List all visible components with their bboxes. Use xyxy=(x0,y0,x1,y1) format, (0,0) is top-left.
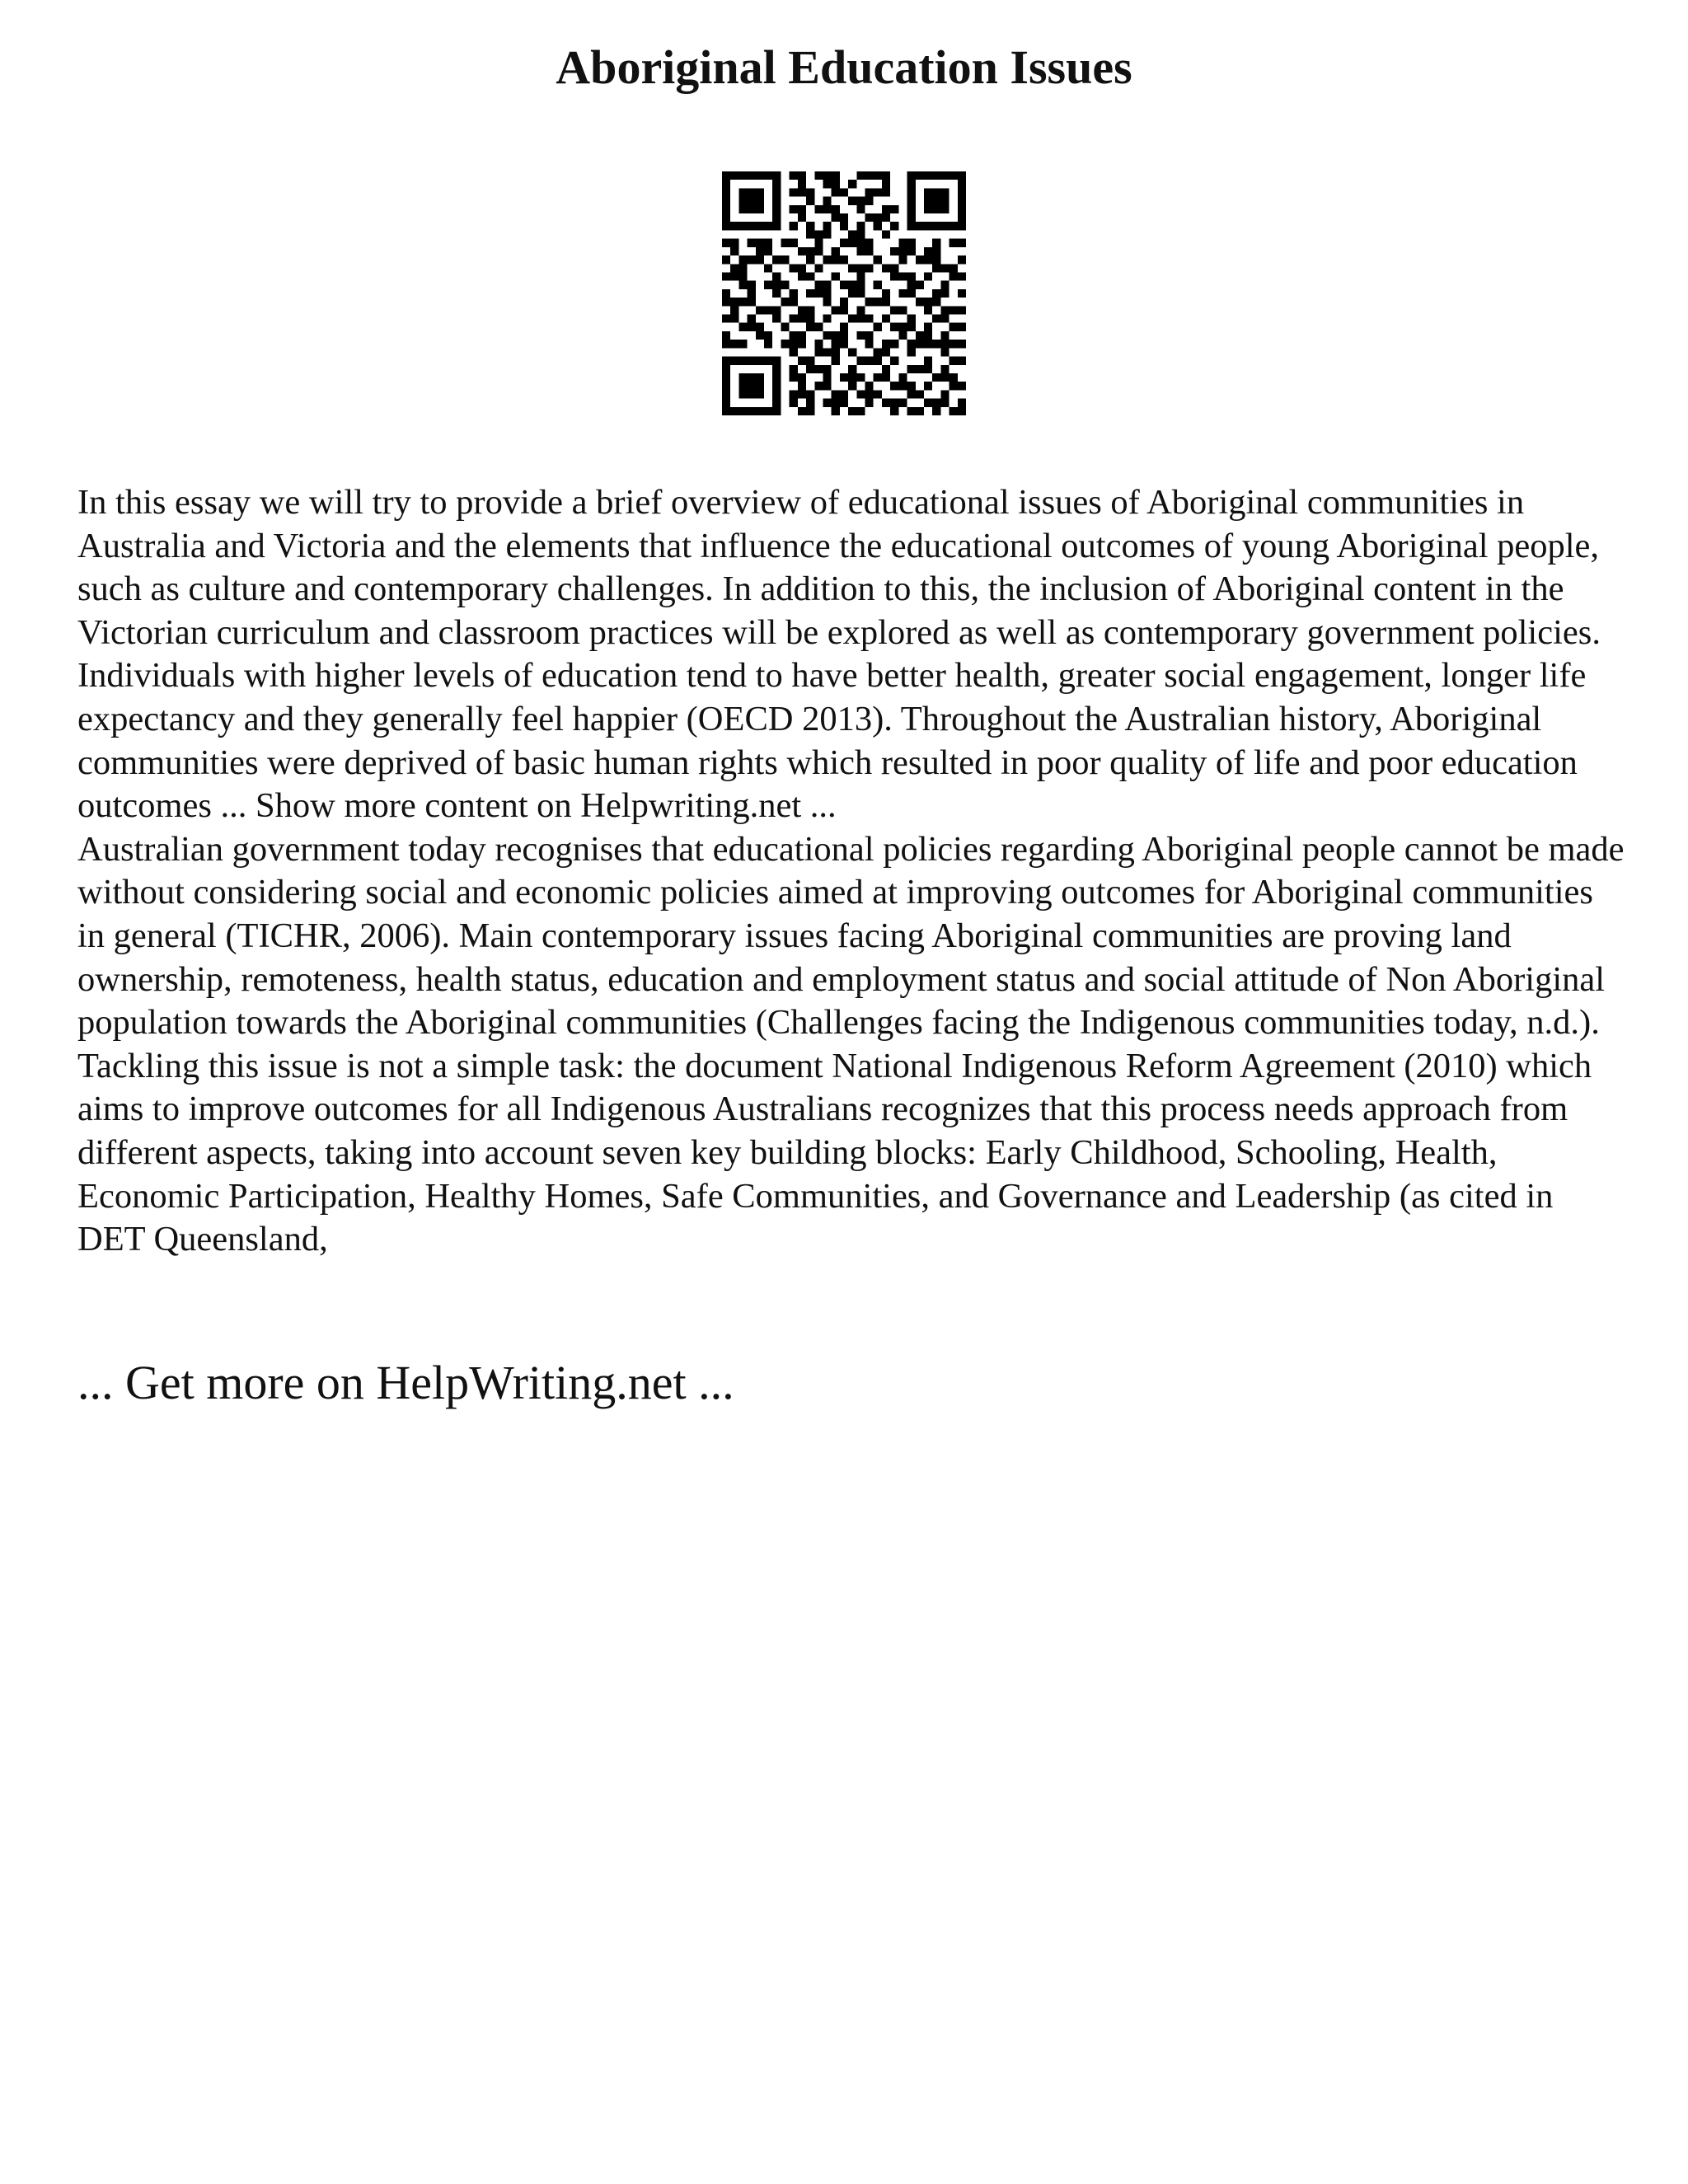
essay-paragraph: Individuals with higher levels of education tend to have better health, greater social engagement, longer life expectancy and they generally feel happier (OECD 2013). Throughout the Australian history, Aboriginal communities were deprived of basic human rights which resulted in poor quality of life and poor education outcomes ... Show more content on Helpwriting.net ... xyxy=(77,656,1587,826)
qr-code-icon xyxy=(722,171,966,415)
essay-paragraph: In this essay we will try to provide a brief overview of educational issues of Aboriginal communities in Australia and Victoria and the elements that influence the educational outcomes of young Aboriginal people, such as culture and contemporary challenges. In addition to this, the inclusion of Aboriginal content in the Victorian curriculum and classroom practices will be explored as well as contemporary government policies. xyxy=(77,483,1601,652)
get-more-link[interactable]: ... Get more on HelpWriting.net ... xyxy=(77,1356,734,1409)
essay-paragraph: Australian government today recognises that educational policies regarding Aboriginal people cannot be made without considering social and economic policies aimed at improving outcomes for Aboriginal communities in general (TICHR, 2006). Main contemporary issues facing Aboriginal communities are proving land ownership, remoteness, health status, education and employment status and social attitude of Non Aboriginal population towards the Aboriginal communities (Challenges facing the Indigenous communities today, n.d.). Tackling this issue is not a simple task: the document National Indigenous Reform Agreement (2010) which aims to improve outcomes for all Indigenous Australians recognizes that this process needs approach from different aspects, taking into account seven key building blocks: Early Childhood, Schooling, Health, Economic Participation, Healthy Homes, Safe Communities, and Governance and Leadership (as cited in DET Queensland, xyxy=(77,829,1625,1259)
document-title: Aboriginal Education Issues xyxy=(556,40,1132,94)
essay-body xyxy=(77,481,1627,1262)
